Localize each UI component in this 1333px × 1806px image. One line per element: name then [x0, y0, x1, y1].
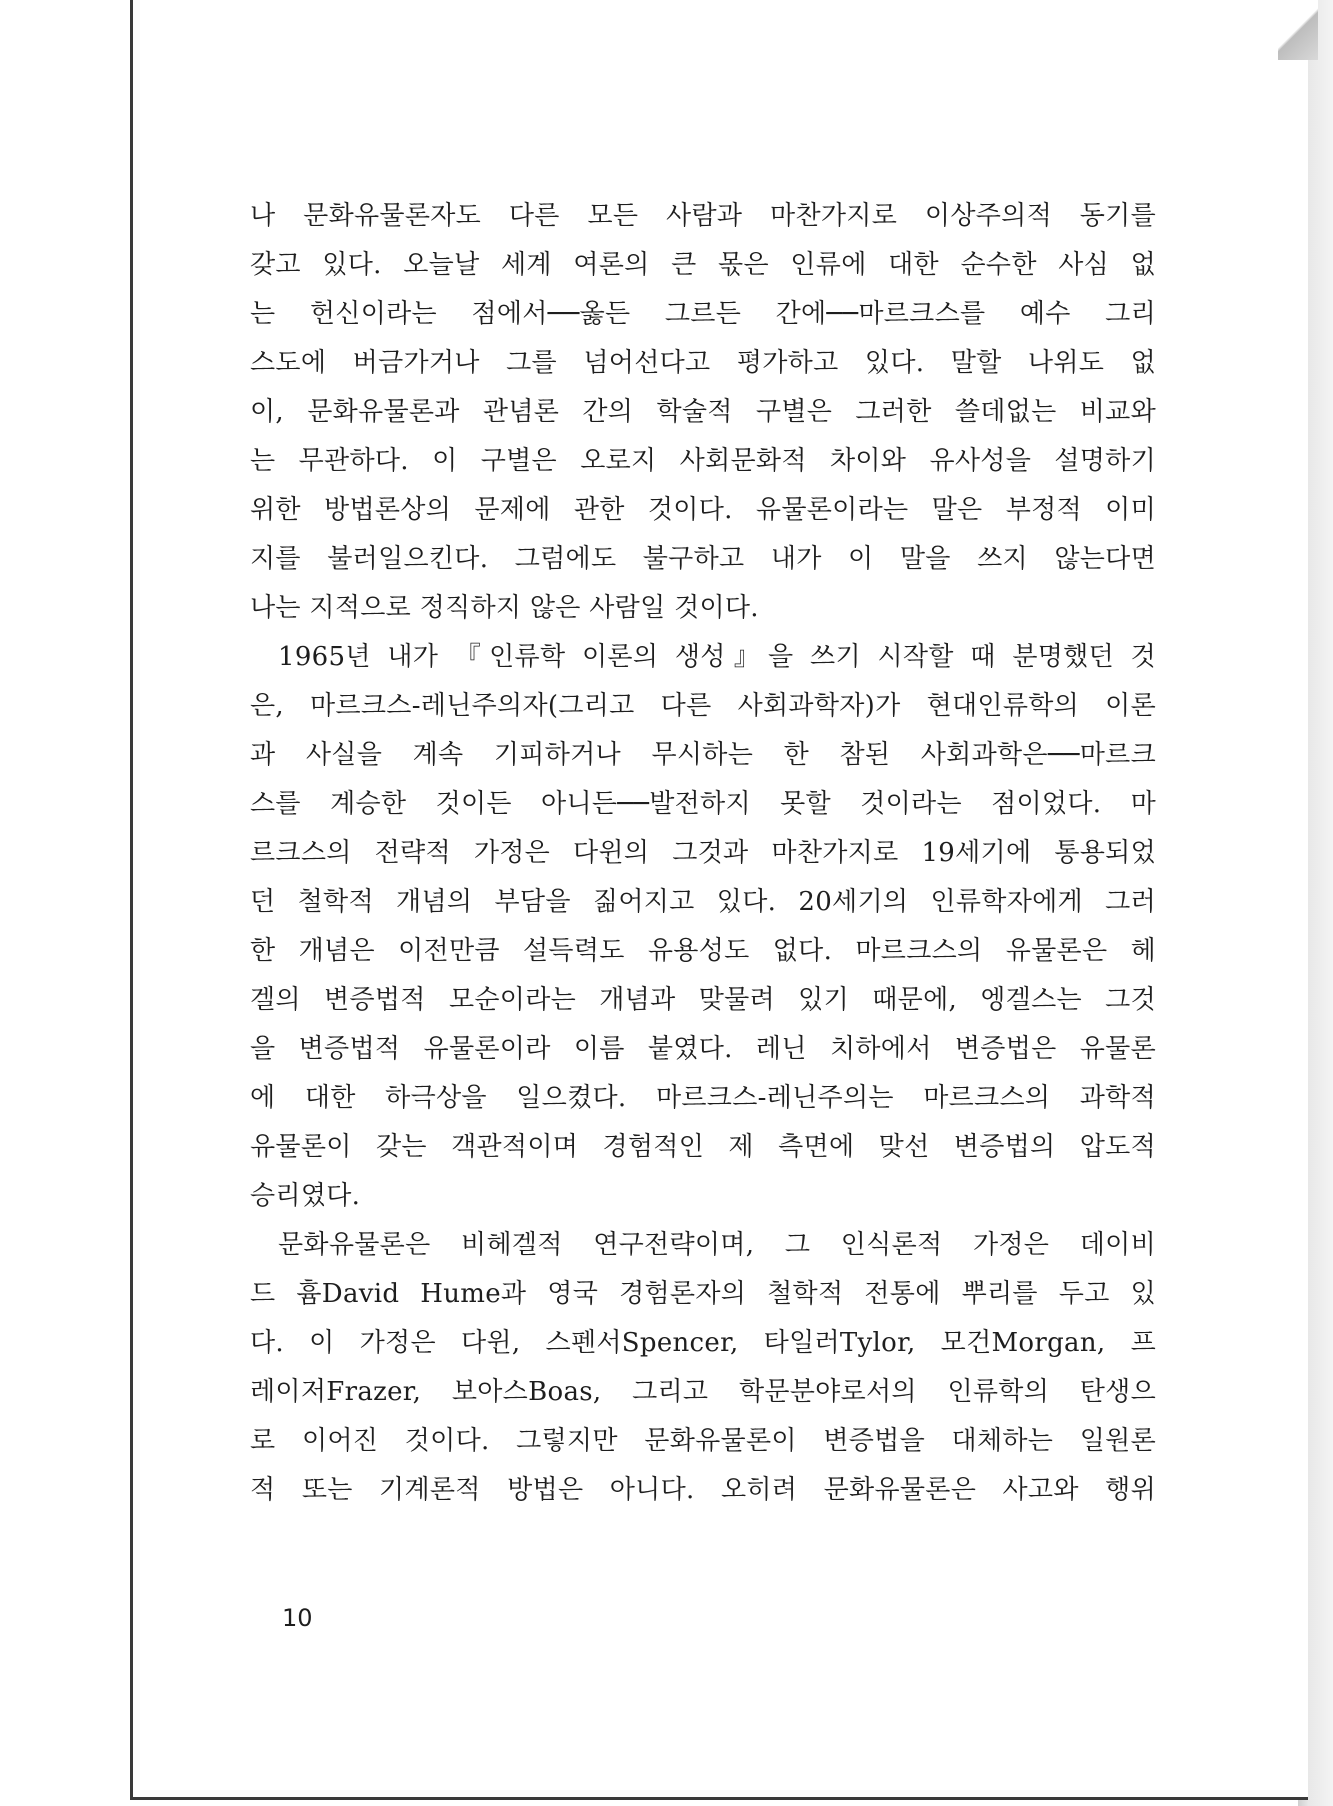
text-line: 레이저Frazer, 보아스Boas, 그리고 학문분야로서의 인류학의 탄생으 — [250, 1377, 1156, 1407]
text-line: 에 대한 하극상을 일으켰다. 마르크스-레닌주의는 마르크스의 과학적 — [250, 1083, 1156, 1113]
text-line: 지를 불러일으킨다. 그럼에도 불구하고 내가 이 말을 쓰지 않는다면 — [250, 544, 1156, 574]
text-line: 는 헌신이라는 점에서──옳든 그르든 간에──마르크스를 예수 그리 — [250, 299, 1156, 329]
text-line: 갖고 있다. 오늘날 세계 여론의 큰 몫은 인류에 대한 순수한 사심 없 — [250, 250, 1156, 280]
text-line: 이, 문화유물론과 관념론 간의 학술적 구별은 그러한 쓸데없는 비교와 — [250, 397, 1156, 427]
page-number: 10 — [282, 1604, 313, 1632]
text-line: 다. 이 가정은 다윈, 스펜서Spencer, 타일러Tylor, 모건Morgan, 프 — [250, 1328, 1156, 1358]
text-line: 을 변증법적 유물론이라 이름 붙였다. 레닌 치하에서 변증법은 유물론 — [250, 1034, 1156, 1064]
text-line: 드 흄David Hume과 영국 경험론자의 철학적 전통에 뿌리를 두고 있 — [250, 1279, 1156, 1309]
text-line: 은, 마르크스-레닌주의자(그리고 다른 사회과학자)가 현대인류학의 이론 — [250, 691, 1156, 721]
text-line: 로 이어진 것이다. 그렇지만 문화유물론이 변증법을 대체하는 일원론 — [250, 1426, 1156, 1456]
text-line: 과 사실을 계속 기피하거나 무시하는 한 참된 사회과학은──마르크 — [250, 740, 1156, 770]
text-line: 나 문화유물론자도 다른 모든 사람과 마찬가지로 이상주의적 동기를 — [250, 201, 1156, 231]
text-line: 한 개념은 이전만큼 설득력도 유용성도 없다. 마르크스의 유물론은 헤 — [250, 936, 1156, 966]
page-corner — [1278, 0, 1318, 60]
text-line: 겔의 변증법적 모순이라는 개념과 맞물려 있기 때문에, 엥겔스는 그것 — [250, 985, 1156, 1015]
text-line: 적 또는 기계론적 방법은 아니다. 오히려 문화유물론은 사고와 행위 — [250, 1475, 1156, 1505]
text-line: 유물론이 갖는 객관적이며 경험적인 제 측면에 맞선 변증법의 압도적 — [250, 1132, 1156, 1162]
text-line: 나는 지적으로 정직하지 않은 사람일 것이다. — [250, 593, 759, 623]
text-line: 위한 방법론상의 문제에 관한 것이다. 유물론이라는 말은 부정적 이미 — [250, 495, 1156, 525]
text-line: 1965년 내가 『인류학 이론의 생성』을 쓰기 시작할 때 분명했던 것 — [278, 642, 1156, 672]
text-line: 는 무관하다. 이 구별은 오로지 사회문화적 차이와 유사성을 설명하기 — [250, 446, 1156, 476]
text-line: 스를 계승한 것이든 아니든──발전하지 못할 것이라는 점이었다. 마 — [250, 789, 1156, 819]
text-line: 스도에 버금가거나 그를 넘어선다고 평가하고 있다. 말할 나위도 없 — [250, 348, 1156, 378]
text-line: 르크스의 전략적 가정은 다윈의 그것과 마찬가지로 19세기에 통용되었 — [250, 838, 1156, 868]
text-line: 승리였다. — [250, 1181, 361, 1211]
body-text — [250, 192, 1156, 1515]
text-line: 문화유물론은 비헤겔적 연구전략이며, 그 인식론적 가정은 데이비 — [278, 1230, 1156, 1260]
text-line: 던 철학적 개념의 부담을 짊어지고 있다. 20세기의 인류학자에게 그러 — [250, 887, 1156, 917]
